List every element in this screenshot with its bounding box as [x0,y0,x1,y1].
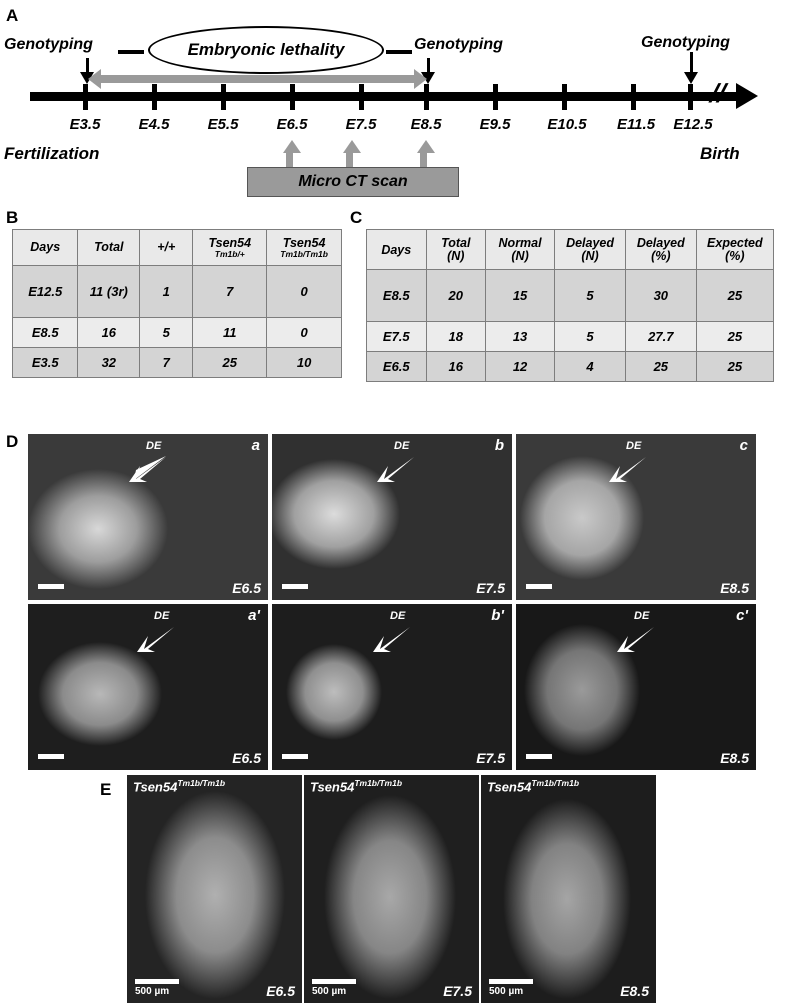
scale-bar [38,584,64,589]
scale-bar [312,979,356,984]
genotype-label [310,778,402,794]
table-c-col-expected [696,230,773,270]
table-b-col-hom-sub: Tm1b/Tm1b [280,249,328,259]
scale-label: 500 µm [489,986,524,997]
table-row [13,347,342,377]
de-arrow-icon [608,624,658,656]
gray-range-bar [100,75,414,83]
panel-letter-e: E [100,780,112,799]
cell-het: 25 [193,347,267,377]
cell-het: 7 [193,265,267,317]
de-label: DE [146,440,162,452]
cell-total: 18 [426,322,485,352]
cell-delayed-p: 27.7 [625,322,696,352]
cell-days: E8.5 [13,317,78,347]
tick-0 [83,84,88,110]
ct-image-e3 [481,775,656,1003]
image-letter: c [739,437,748,454]
cell-total: 32 [78,347,140,377]
table-b-col-days: Days [13,230,78,266]
table-b-header-row [13,230,342,266]
tick-label-3: E6.5 [276,116,308,133]
image-letter: b' [491,607,504,624]
tick-label-7: E10.5 [547,116,587,133]
table-c-col-delayed-p-main: Delayed [636,236,685,250]
panel-a [0,0,787,205]
genotyping-label-mid: Genotyping [414,36,503,53]
genotype-gene: Tsen54 [487,779,532,795]
de-arrow-icon [364,624,414,656]
de-label: DE [626,440,642,452]
tick-9 [688,84,693,110]
cell-expected: 25 [696,352,773,382]
tick-label-4: E7.5 [345,116,377,133]
scale-bar [526,754,552,759]
cell-hom: 0 [267,265,342,317]
image-stage: E7.5 [443,983,472,999]
table-row [13,265,342,317]
de-label: DE [394,440,410,452]
table-b-col-het [193,230,267,266]
genotype-gene: Tsen54 [310,779,355,795]
birth-label: Birth [700,144,740,163]
cell-delayed-n: 4 [555,352,626,382]
table-c-col-delayed-n [555,230,626,270]
table-c-col-delayed-p-sub: (%) [651,249,671,263]
cell-hom: 0 [267,317,342,347]
table-b-col-hom [267,230,342,266]
image-stage: E8.5 [620,983,649,999]
cell-total: 11 (3r) [78,265,140,317]
cell-days: E6.5 [367,352,427,382]
table-b-col-hom-main: Tsen54 [282,236,326,250]
image-letter: c' [736,607,748,624]
cell-total: 20 [426,270,485,322]
tick-label-2: E5.5 [207,116,239,133]
down-arrow-e125 [684,72,698,84]
arrow-stem-3 [690,52,693,74]
cell-delayed-p: 30 [625,270,696,322]
tick-6 [493,84,498,110]
table-b-col-het-main: Tsen54 [208,236,252,250]
ct-stem-e75 [346,152,353,168]
dash-right [386,50,412,54]
de-label: DE [154,610,170,622]
scale-bar [38,754,64,759]
tick-label-1: E4.5 [138,116,170,133]
tick-label-9: E12.5 [673,116,713,133]
tick-label-0: E3.5 [69,116,101,133]
scale-bar [135,979,179,984]
cell-days: E12.5 [13,265,78,317]
table-c-col-normal-sub: (N) [511,249,529,263]
tick-label-8: E11.5 [616,116,656,133]
cell-expected: 25 [696,322,773,352]
image-stage: E8.5 [720,750,749,766]
table-c-col-total-main: Total [441,236,471,250]
cell-days: E7.5 [367,322,427,352]
ct-image-e2 [304,775,479,1003]
ct-image-a [28,434,268,600]
cell-wt: 5 [140,317,193,347]
genotyping-label-left: Genotyping [4,36,93,53]
image-stage: E7.5 [476,580,505,596]
cell-normal: 12 [485,352,554,382]
panel-letter-d: D [6,432,19,451]
image-stage: E7.5 [476,750,505,766]
tick-4 [359,84,364,110]
de-label: DE [634,610,650,622]
scale-bar [489,979,533,984]
table-row [13,317,342,347]
table-c-col-normal-main: Normal [498,236,542,250]
table-b-col-total: Total [78,230,140,266]
genotype-allele: Tm1b/Tm1b [531,778,580,788]
table-b-col-wt: +/+ [140,230,193,266]
scale-bar [282,754,308,759]
table-b [12,229,342,378]
scale-bar [526,584,552,589]
cell-total: 16 [426,352,485,382]
scale-bar [282,584,308,589]
cell-hom: 10 [267,347,342,377]
image-stage: E6.5 [232,750,261,766]
cell-delayed-p: 25 [625,352,696,382]
table-c [366,229,774,382]
table-c-col-delayed-n-sub: (N) [581,249,599,263]
cell-het: 11 [193,317,267,347]
timeline-arrowhead [736,83,758,109]
cell-normal: 15 [485,270,554,322]
cell-total: 16 [78,317,140,347]
cell-days: E8.5 [367,270,427,322]
cell-normal: 13 [485,322,554,352]
table-c-col-total-sub: (N) [447,249,465,263]
table-c-col-days: Days [367,230,427,270]
tick-label-5: E8.5 [410,116,442,133]
table-c-col-normal [485,230,554,270]
genotype-label [133,778,225,794]
image-stage: E6.5 [266,983,295,999]
de-arrow-icon [600,454,650,486]
image-letter: a' [248,607,260,624]
tick-3 [290,84,295,110]
embryonic-lethality-ellipse: Embryonic lethality [148,26,384,74]
scale-label: 500 µm [312,986,347,997]
image-letter: b [494,437,504,454]
table-row [367,270,774,322]
genotype-label [487,778,579,794]
de-label: DE [390,610,406,622]
cell-delayed-n: 5 [555,322,626,352]
ct-image-e1 [127,775,302,1003]
cell-days: E3.5 [13,347,78,377]
ct-image-b [272,434,512,600]
table-c-col-delayed-p [625,230,696,270]
genotype-gene: Tsen54 [133,779,178,795]
tick-8 [631,84,636,110]
ct-image-a-prime [28,604,268,770]
table-c-col-total [426,230,485,270]
ct-stem-e85 [420,152,427,168]
de-arrow-icon [128,624,178,656]
ct-stem-e65 [286,152,293,168]
cell-wt: 7 [140,347,193,377]
de-arrow-icon [368,454,418,486]
micro-ct-scan-box: Micro CT scan [247,167,459,197]
dash-left [118,50,144,54]
image-letter: a [251,437,260,454]
table-c-header-row [367,230,774,270]
axis-break: // [706,78,731,108]
ct-image-c-prime [516,604,756,770]
table-c-col-expected-main: Expected [707,236,763,250]
table-row [367,322,774,352]
table-c-col-delayed-n-main: Delayed [566,236,615,250]
table-b-col-het-sub: Tm1b/+ [214,249,245,259]
tick-label-6: E9.5 [479,116,511,133]
tick-2 [221,84,226,110]
fertilization-label: Fertilization [4,144,100,163]
genotype-allele: Tm1b/Tm1b [177,778,226,788]
tick-1 [152,84,157,110]
scale-label: 500 µm [135,986,170,997]
cell-wt: 1 [140,265,193,317]
genotype-allele: Tm1b/Tm1b [354,778,403,788]
panel-letter-c: C [350,208,363,227]
panel-letter-a: A [6,6,19,25]
tick-5 [424,84,429,110]
cell-delayed-n: 5 [555,270,626,322]
panel-letter-b: B [6,208,19,227]
cell-expected: 25 [696,270,773,322]
table-c-col-expected-sub: (%) [725,249,745,263]
genotyping-label-right: Genotyping [641,34,730,51]
image-stage: E8.5 [720,580,749,596]
image-stage: E6.5 [232,580,261,596]
tick-7 [562,84,567,110]
de-arrow-icon [120,454,170,486]
ct-image-c [516,434,756,600]
table-row [367,352,774,382]
ct-image-b-prime [272,604,512,770]
